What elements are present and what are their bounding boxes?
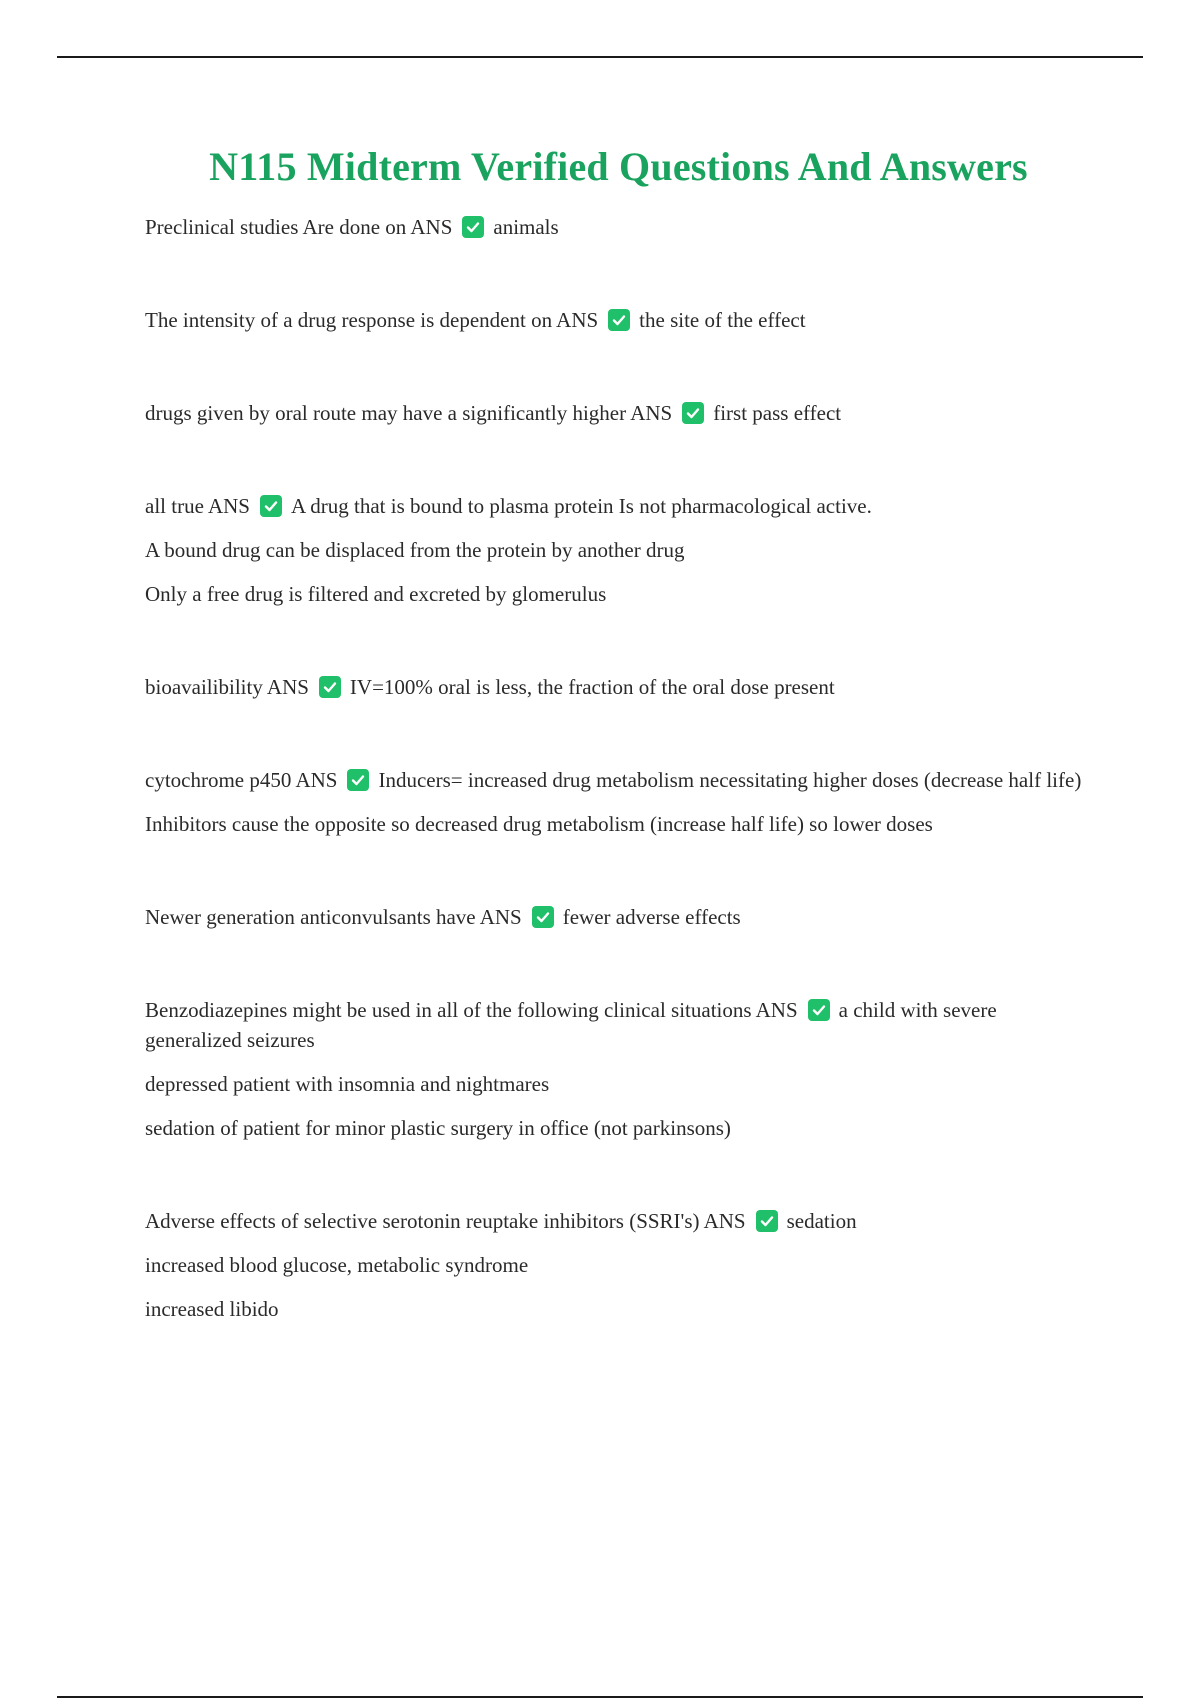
qa-item [145,212,1095,242]
check-box-icon [532,906,554,928]
question-text: bioavailibility ANS [145,675,309,699]
qa-line [145,491,1095,521]
qa-list [145,212,1095,1387]
answer-continuation: increased blood glucose, metabolic syndrome [145,1253,529,1277]
check-box-icon [260,495,282,517]
check-box-icon [347,769,369,791]
answer-text: A drug that is bound to plasma protein Is not pharmacological active. [291,494,872,518]
answer-text: first pass effect [713,401,842,425]
check-box-icon [682,402,704,424]
answer-continuation: sedation of patient for minor plastic surgery in office (not parkinsons) [145,1116,731,1140]
check-box-icon [608,309,630,331]
qa-item [145,1206,1095,1324]
answer-continuation: Only a free drug is filtered and excreted by glomerulus [145,582,607,606]
question-text: Preclinical studies Are done on ANS [145,215,453,239]
question-text: Benzodiazepines might be used in all of the following clinical situations ANS [145,998,798,1022]
answer-text: Inducers= increased drug metabolism necessitating higher doses (decrease half life) [378,768,1082,792]
question-text: The intensity of a drug response is dependent on ANS [145,308,599,332]
qa-line [145,902,1095,932]
question-text: Newer generation anticonvulsants have ANS [145,905,522,929]
answer-text: fewer adverse effects [562,905,741,929]
question-text: cytochrome p450 ANS [145,768,338,792]
bottom-rule [57,1696,1143,1698]
qa-item [145,672,1095,702]
answer-continuation: increased libido [145,1297,279,1321]
qa-item [145,902,1095,932]
qa-line [145,212,1095,242]
qa-line [145,305,1095,335]
answer-text: the site of the effect [639,308,806,332]
top-rule [57,56,1143,58]
question-text: Adverse effects of selective serotonin reuptake inhibitors (SSRI's) ANS [145,1209,746,1233]
check-box-icon [808,999,830,1021]
answer-text: IV=100% oral is less, the fraction of the oral dose present [349,675,835,699]
qa-line [145,995,1095,1055]
qa-line [145,398,1095,428]
qa-item [145,765,1095,839]
qa-item [145,995,1095,1143]
qa-line [145,765,1095,795]
answer-continuation: Inhibitors cause the opposite so decreased drug metabolism (increase half life) so lower doses [145,812,933,836]
qa-item [145,305,1095,335]
qa-line [145,672,1095,702]
page-title: N115 Midterm Verified Questions And Answers [209,144,1028,189]
qa-line [145,1206,1095,1236]
qa-item [145,491,1095,609]
question-text: all true ANS [145,494,250,518]
answer-text: a child with severe generalized seizures [145,998,997,1052]
answer-continuation: depressed patient with insomnia and nightmares [145,1072,550,1096]
answer-text: animals [493,215,559,239]
check-box-icon [756,1210,778,1232]
check-box-icon [462,216,484,238]
question-text: drugs given by oral route may have a significantly higher ANS [145,401,673,425]
answer-text: sedation [786,1209,857,1233]
answer-continuation: A bound drug can be displaced from the protein by another drug [145,538,685,562]
qa-item [145,398,1095,428]
check-box-icon [319,676,341,698]
